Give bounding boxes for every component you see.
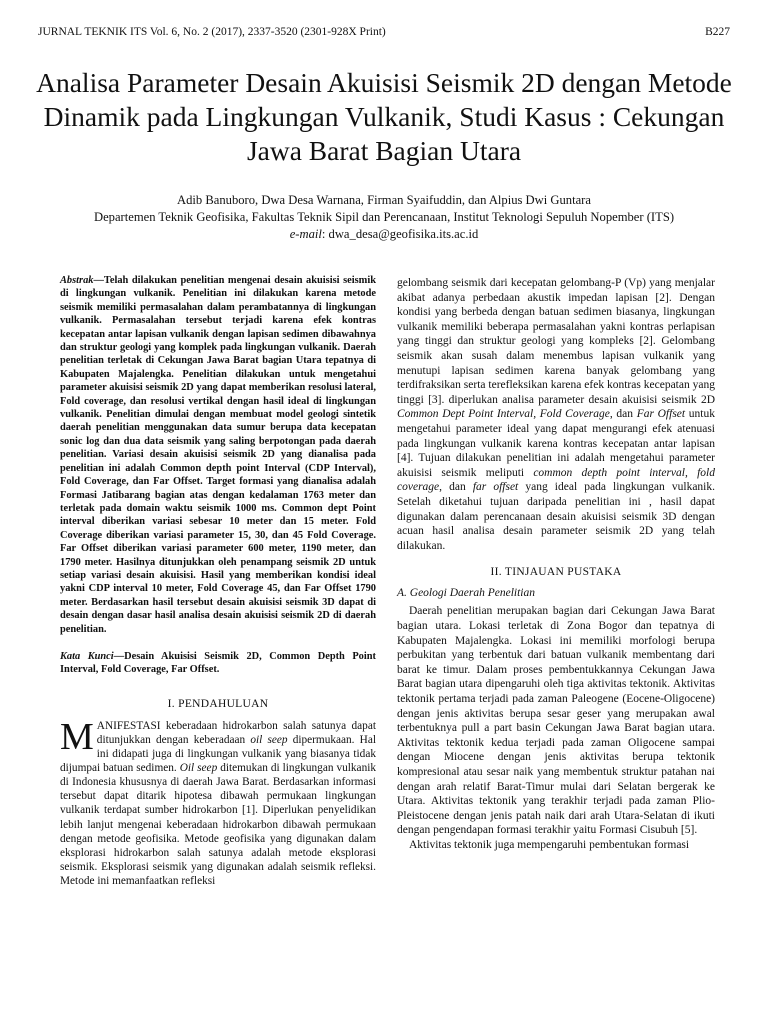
abstract-text: —Telah dilakukan penelitian mengenai desain akuisisi seismik di lingkungan vulkanik. Penelitian ini dilakukan karena metode seismik memiliki permasalahan dalam perambatannya di lingkungan vulkanik. Permasalahan tersebut terjadi karena efek kontras kecepatan antar lapisan vulkanik dengan lapisan sedimen dibawahnya dan struktur geologi yang komplek pada lingkungan vulkanik. Daerah penelitian terletak di Cekungan Jawa Barat bagian Utara tepatnya di Kabupaten Majalengka. Penelitian dilakukan untuk mengetahui parameter akuisisi seismik 2D yang dapat memberikan resolusi lateral, Fold coverage, dan resolusi vertikal dengan hasil ideal di lingkungan vulkanik. Penelitian dimulai dengan membuat model geologi sintetik daerah penelitian menggunakan data sumur berupa data kecepatan sonic log dan dua data seismik yang saling berpotongan pada daerah penelitian. Variasi desain akuisisi seismik 2D yang dianalisa pada penelitian ini adalah Common depth point Interval (CDP Interval), Fold Coverage, dan Far Offset. Target formasi yang dianalisa adalah Formasi Jatibarang bagian atas dengan kedalaman 1763 meter dan terletak pada domain waktu seismik 1000 ms. Common dept Point interval diberikan variasi sebesar 10 meter dan 15 meter. Fold Coverage diberikan variasi parameter 15, 30, dan 45 Fold Coverage. Far Offset diberikan variasi parameter 600 meter, 1190 meter, dan 1790 meter. Hasilnya ditunjukkan oleh penampang seismik 2D untuk setiap variasi desain akuisisi. Hasil yang memberikan kondisi ideal yakni CDP interval 10 meter, Fold Coverage 45, dan Far Offset 1790 meter. Berdasarkan hasil tersebut desain akuisisi seismik 3D dapat di desain dengan dasar hasil analisa desain akuisisi seismik 2D di daerah penelitian. <box>60 275 376 635</box>
running-header <box>38 26 730 38</box>
tectonic-paragraph: Aktivitas tektonik juga mempengaruhi pembentukan formasi <box>409 838 690 851</box>
author-email-line <box>30 226 738 243</box>
intro-italic-1: oil seep <box>250 733 288 746</box>
author-block <box>30 192 738 243</box>
email-label: e-mail <box>289 227 322 241</box>
section-heading-tinjauan: II. TINJAUAN PUSTAKA <box>490 566 622 579</box>
intro-text-2: dipermukaan. Hal ini didapati juga di lingkungan vulkanik yang biasanya tidak dijumpai batuan sedimen. <box>60 733 376 775</box>
intro-text-1: ANIFESTASI keberadaan hidrokarbon salah satunya dapat ditunjukkan dengan keberadaan <box>96 719 376 746</box>
author-names: Adib Banuboro, Dwa Desa Warnana, Firman Syaifuddin, dan Alpius Dwi Guntara <box>177 193 591 207</box>
right-text-2: , dan <box>609 408 637 421</box>
paper-title: Analisa Parameter Desain Akuisisi Seismik 2D dengan Metode Dinamik pada Lingkungan Vulkanik, Studi Kasus : Cekungan Jawa Barat Bagian Utara <box>36 67 732 166</box>
right-column <box>397 276 715 853</box>
author-email: : dwa_desa@geofisika.its.ac.id <box>321 227 479 241</box>
right-text-4: , dan <box>439 481 473 494</box>
right-text-3: untuk mengetahui parameter ideal yang dapat mengurangi efek atenuasi pada lingkungan vulkanik karena kontras kecepatan antar lapisan [4]. Tujuan dilakukan penelitian ini adalah mengetahui parameter akuisisi seismik meliputi <box>397 408 715 479</box>
right-italic-2: Far Offset <box>636 408 686 421</box>
drop-cap: M <box>60 715 94 758</box>
intro-italic-2: Oil seep <box>179 762 218 775</box>
left-column <box>60 274 376 888</box>
author-affiliation: Departemen Teknik Geofisika, Fakultas Teknik Sipil dan Perencanaan, Institut Teknologi Sepuluh Nopember (ITS) <box>93 210 675 224</box>
keywords <box>60 650 376 677</box>
right-paragraph-1 <box>397 276 715 553</box>
geology-paragraph: Daerah penelitian merupakan bagian dari Cekungan Jawa Barat bagian utara. Lokasi terletak di Zona Bogor dan tepatnya di Kabupaten Majalengka. Lokasi ini memiliki morfologi berupa perbukitan yang terbentuk dari batuan vulkanik membentang dari barat ke timur. Dalam proses pembentukkannya Cekungan Jawa Barat bagian utara dipengaruhi oleh tiga aktivitas tektonik. Aktivitas tektonik pertama terjadi pada zaman Paleogene (Eocene-Oligocene) dengan jenis aktivitas berupa sesar geser yang merupakan awal terbentuknya pull a part basin Cekungan Jawa Barat bagian utara. Aktivitas tektonik kedua terjadi pada zaman Oligocene sampai dengan Miocene dengan jenis aktivitas berupa tektonik kompresional atau sesar naik yang membentuk struktur patahan nai dengan arah relatif Barat-Timur mulai dari Selatan bergerak ke Utara. Aktivitas tektonik yang terakhir terjadi pada zaman Plio-Pleistocene dengan jenis patah naik dari arah Utara-Selatan di ikuti dengan pengendapan formasi terakhir yaitu Formasi Cisubuh [5]. <box>397 605 715 837</box>
right-italic-1: Common Dept Point Interval, Fold Coverage <box>397 408 610 421</box>
intro-text-3: ditemukan di lingkungan vulkanik di Indonesia khususnya di daerah Jawa Barat. Berdasarkan informasi tersebut dapat ditarik hipotesa dibawah permukaan lingkungan vulkanik terdapat sumber hidrokarbon [1]. Diperlukan penyelidikan lebih lanjut mengenai keberadaan hidrokarbon dibawah permukaan dengan metode geofisika. Metode geofisika yang digunakan dalam eksplorasi hidrokarbon salah satunya adalah metode eksplorasi seismik. Eksplorasi seismik yang digunakan adalah seismik refleksi. Metode ini memanfaatkan refleksi <box>60 762 377 887</box>
right-italic-3: common depth point interval, fold coverage <box>397 466 715 494</box>
right-text-5: yang ideal pada lingkungan vulkanik. Setelah diketahui tujuan daripada penelitian ini , hasil dapat digunakan dalam perencanaan desain akuisisi seismik 3D dengan acuan hasil analisa desain parameter seismik 2D yang telah dilakukan. <box>397 481 715 552</box>
page-number: B227 <box>705 26 730 38</box>
keywords-text: —Desain Akuisisi Seismik 2D, Common Depth Point Interval, Fold Coverage, Far Offset. <box>60 650 376 676</box>
right-text-1: gelombang seismik dari kecepatan gelombang-P (Vp) yang menjalar akibat adanya perbedaan akustik impedan lapisan [2]. Dengan kondisi yang berbeda dengan batuan sedimen biasanya, lingkungan vulkanik memiliki beberapa permasalahan yakni kontras perlapisan yang tinggi dan struktur geologi yang kompleks [2]. Gelombang seismik akan susah dalam menembus lapisan vulkanik yang menutupi lapisan sedimen karena banyak gelombang yang terdifraksikan serta terefleksikan karena efek kontras kecepatan yang tinggi [3]. diperlukan analisa parameter desain akuisisi seismik 2D <box>397 277 715 406</box>
subsection-heading-geologi: A. Geologi Daerah Penelitian <box>397 586 535 599</box>
section-heading-pendahuluan: I. PENDAHULUAN <box>167 697 269 710</box>
keywords-lead: Kata Kunci <box>60 650 114 662</box>
journal-citation: JURNAL TEKNIK ITS Vol. 6, No. 2 (2017), 2337-3520 (2301-928X Print) <box>38 26 386 38</box>
abstract <box>60 274 376 636</box>
abstract-lead: Abstrak <box>60 275 94 286</box>
right-italic-4: far offset <box>472 481 519 494</box>
intro-paragraph <box>60 715 377 888</box>
